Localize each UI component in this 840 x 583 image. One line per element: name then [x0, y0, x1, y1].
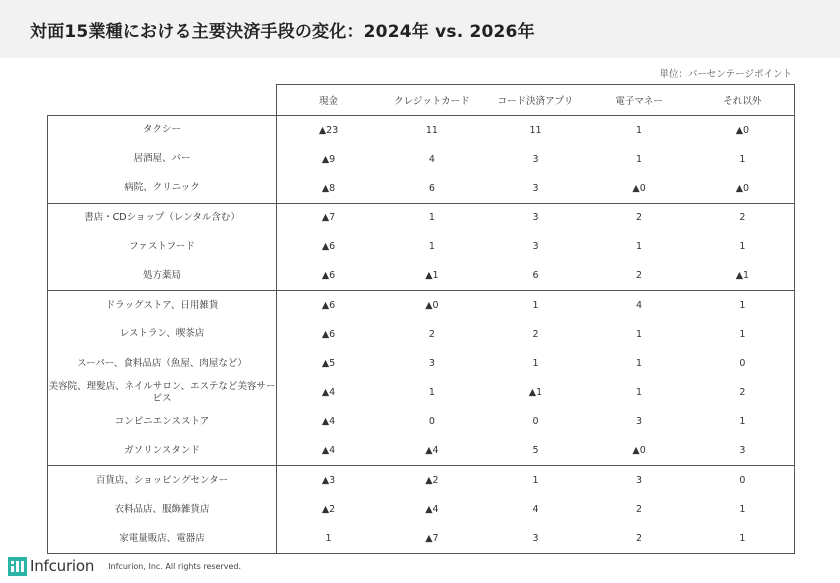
table-cell: 1 [691, 524, 795, 553]
table-cell: 3 [532, 212, 539, 224]
row-label: 家電量販店、電器店 [48, 524, 277, 553]
table-cell: 3 [636, 416, 643, 428]
table-cell: 0 [428, 416, 435, 428]
table-cell: ▲9 [321, 153, 336, 165]
table-cell: ▲6 [321, 241, 336, 253]
table-cell: 2 [636, 504, 643, 516]
table-cell: 2 [587, 261, 691, 290]
table-row [48, 437, 795, 466]
table-cell: 1 [636, 124, 643, 136]
table-cell: 3 [484, 524, 588, 553]
row-label: 居酒屋、バー [48, 145, 277, 174]
row-label: ドラッグストア、日用雑貨 [48, 291, 277, 320]
footer [8, 555, 241, 577]
table-cell: 1 [691, 232, 795, 261]
data-table [47, 84, 795, 554]
table-cell: ▲4 [380, 437, 484, 466]
row-label: 書店・CDショップ（レンタル含む） [48, 203, 277, 232]
table-cell: 4 [636, 299, 643, 311]
table-row [48, 407, 795, 436]
row-label: 美容院、理髪店、ネイルサロン、エステなど美容サービス [48, 378, 277, 407]
table-cell: 1 [532, 475, 539, 487]
table-cell: 1 [636, 358, 643, 370]
table-row [48, 524, 795, 553]
table-cell: 1 [532, 299, 539, 311]
table-cell: 0 [691, 349, 795, 378]
column-header: クレジットカード [380, 85, 484, 116]
table-cell: 1 [532, 358, 539, 370]
copyright-text: Infcurion, Inc. All rights reserved. [108, 561, 242, 571]
table-cell: 1 [636, 153, 643, 165]
table-cell: 1 [691, 291, 795, 320]
infcurion-logo-icon [8, 557, 27, 576]
row-label: ファストフード [48, 232, 277, 261]
table-cell: 1 [691, 407, 795, 436]
table-cell: ▲1 [528, 387, 543, 399]
table-cell: ▲6 [277, 261, 381, 290]
table-cell: 4 [428, 153, 435, 165]
table-cell: 3 [428, 358, 435, 370]
header-row [48, 85, 795, 116]
unit-note: 単位：パーセンテージポイント [659, 69, 792, 80]
table-cell: 1 [691, 495, 795, 524]
table-cell: ▲4 [277, 437, 381, 466]
table-cell: ▲4 [321, 387, 336, 399]
row-label: レストラン、喫茶店 [48, 320, 277, 349]
table-cell: ▲2 [321, 504, 336, 516]
row-label: スーパー、食料品店（魚屋、肉屋など） [48, 349, 277, 378]
table-cell: 1 [428, 387, 435, 399]
table-cell: ▲3 [321, 475, 336, 487]
table-cell: 6 [484, 261, 588, 290]
table-cell: 1 [636, 241, 643, 253]
table-row [48, 320, 795, 349]
table-cell: ▲2 [425, 475, 439, 487]
table-cell: 2 [691, 203, 795, 232]
table-row [48, 466, 795, 495]
table-cell: ▲0 [587, 437, 691, 466]
row-label: 百貨店、ショッピングセンター [48, 466, 277, 495]
table-cell: ▲1 [691, 261, 795, 290]
title-bar [0, 0, 840, 58]
header-corner [48, 85, 277, 116]
table-row [48, 232, 795, 261]
table-cell: 11 [425, 124, 438, 136]
row-label: 病院、クリニック [48, 174, 277, 203]
table-cell: 2 [428, 328, 435, 340]
table-cell: ▲4 [321, 416, 336, 428]
table-cell: ▲4 [425, 504, 439, 516]
table-cell: 1 [691, 320, 795, 349]
table-row [48, 203, 795, 232]
row-label: 衣料品店、服飾雑貨店 [48, 495, 277, 524]
table-row [48, 349, 795, 378]
table-cell: 2 [532, 328, 539, 340]
table-cell: 3 [532, 241, 539, 253]
table-cell: 3 [636, 475, 643, 487]
table-cell: 2 [587, 524, 691, 553]
table-cell: ▲1 [380, 261, 484, 290]
table-cell: 3 [484, 174, 588, 203]
table-cell: ▲7 [380, 524, 484, 553]
data-table-container [47, 84, 794, 554]
table-cell: ▲5 [321, 358, 336, 370]
table-cell: ▲7 [321, 212, 336, 224]
table-cell: 4 [532, 504, 539, 516]
table-cell: 2 [636, 212, 643, 224]
row-label: 処方薬局 [48, 261, 277, 290]
column-header: 電子マネー [587, 85, 691, 116]
row-label: コンビニエンスストア [48, 407, 277, 436]
table-row [48, 378, 795, 407]
table-cell: 3 [532, 153, 539, 165]
table-body [48, 116, 795, 554]
table-cell: 1 [277, 524, 381, 553]
table-cell: ▲6 [321, 328, 336, 340]
table-cell: 1 [428, 241, 435, 253]
table-cell: 2 [691, 378, 795, 407]
column-header: コード決済アプリ [484, 85, 588, 116]
column-header: 現金 [277, 85, 381, 116]
table-cell: 1 [636, 328, 643, 340]
table-cell: 6 [380, 174, 484, 203]
table-row [48, 261, 795, 290]
row-label: ガソリンスタンド [48, 437, 277, 466]
table-cell: 1 [691, 145, 795, 174]
table-cell: 0 [532, 416, 539, 428]
table-row [48, 145, 795, 174]
table-cell: 0 [691, 466, 795, 495]
table-cell: ▲0 [587, 174, 691, 203]
table-cell: 1 [428, 212, 435, 224]
row-label: タクシー [48, 116, 277, 145]
table-cell: ▲8 [277, 174, 381, 203]
table-cell: 5 [484, 437, 588, 466]
table-cell: ▲0 [691, 116, 795, 145]
table-cell: 1 [636, 387, 643, 399]
page-title: 対面15業種における主要決済手段の変化：2024年 vs. 2026年 [30, 21, 535, 42]
table-cell: ▲6 [321, 299, 336, 311]
table-row [48, 174, 795, 203]
table-cell: ▲0 [425, 299, 439, 311]
table-row [48, 495, 795, 524]
table-row [48, 116, 795, 145]
table-cell: ▲23 [318, 124, 339, 136]
table-row [48, 291, 795, 320]
table-cell: ▲0 [691, 174, 795, 203]
brand-name: Infcurion [30, 557, 95, 575]
table-cell: 11 [529, 124, 542, 136]
column-header: それ以外 [691, 85, 795, 116]
table-cell: 3 [691, 437, 795, 466]
